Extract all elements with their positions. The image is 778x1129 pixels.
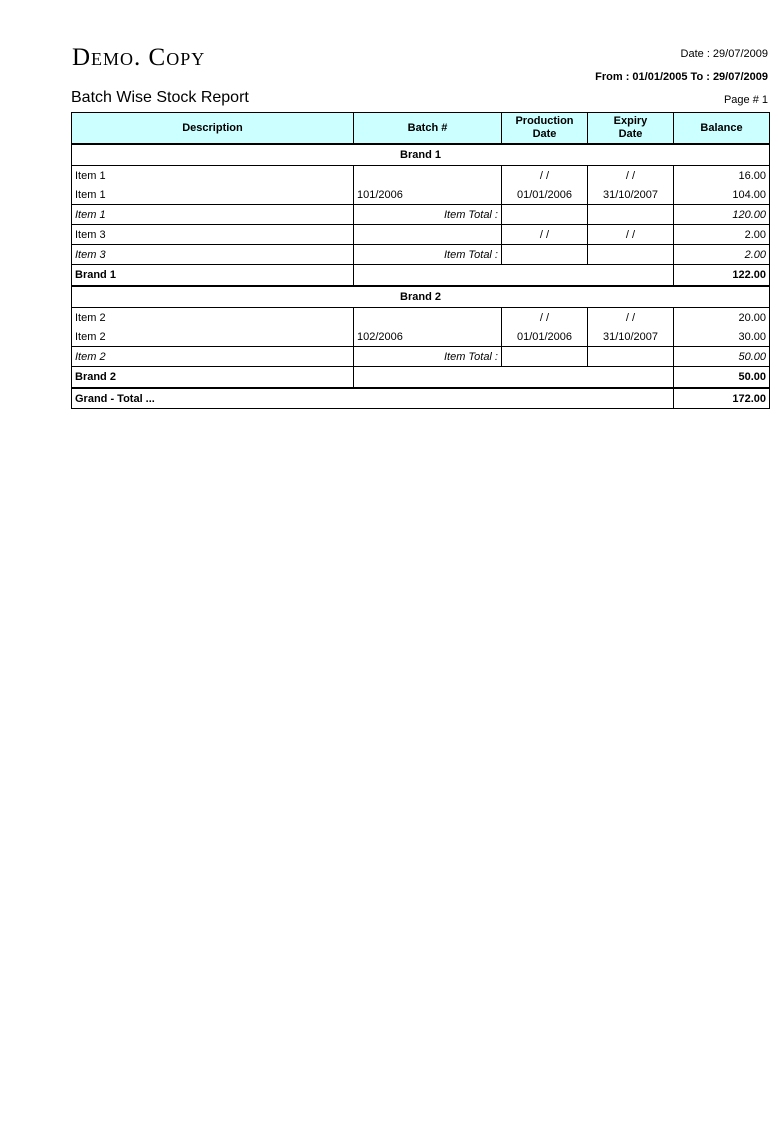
brand-header: Brand 1 [72, 144, 770, 166]
table-row: Item 1 101/2006 01/01/2006 31/10/2007 104.00 [72, 185, 770, 205]
col-expiry-date: Expiry Date [588, 113, 674, 145]
date-range: From : 01/01/2005 To : 29/07/2009 [595, 71, 768, 83]
brand-total-row: Brand 1 122.00 [72, 265, 770, 287]
col-description: Description [72, 113, 354, 145]
col-batch: Batch # [354, 113, 502, 145]
brand-header: Brand 2 [72, 286, 770, 308]
item-total-row: Item 3 Item Total : 2.00 [72, 245, 770, 265]
item-total-row: Item 2 Item Total : 50.00 [72, 347, 770, 367]
grand-total-row: Grand - Total ... 172.00 [72, 388, 770, 409]
col-production-date: Production Date [502, 113, 588, 145]
table-row: Item 2 102/2006 01/01/2006 31/10/2007 30.00 [72, 327, 770, 347]
report-date: Date : 29/07/2009 [680, 48, 768, 60]
table-row: Item 3 / / / / 2.00 [72, 225, 770, 245]
demo-copy-watermark: Demo. Copy [72, 44, 206, 71]
table-header-row [72, 113, 770, 145]
item-total-row: Item 1 Item Total : 120.00 [72, 205, 770, 225]
table-row: Item 2 / / / / 20.00 [72, 308, 770, 328]
page-number: Page # 1 [723, 94, 768, 106]
col-balance: Balance [674, 113, 770, 145]
stock-report-table [71, 112, 770, 409]
table-row: Item 1 / / / / 16.00 [72, 166, 770, 186]
report-title: Batch Wise Stock Report [71, 89, 249, 106]
brand-total-row: Brand 2 50.00 [72, 367, 770, 389]
